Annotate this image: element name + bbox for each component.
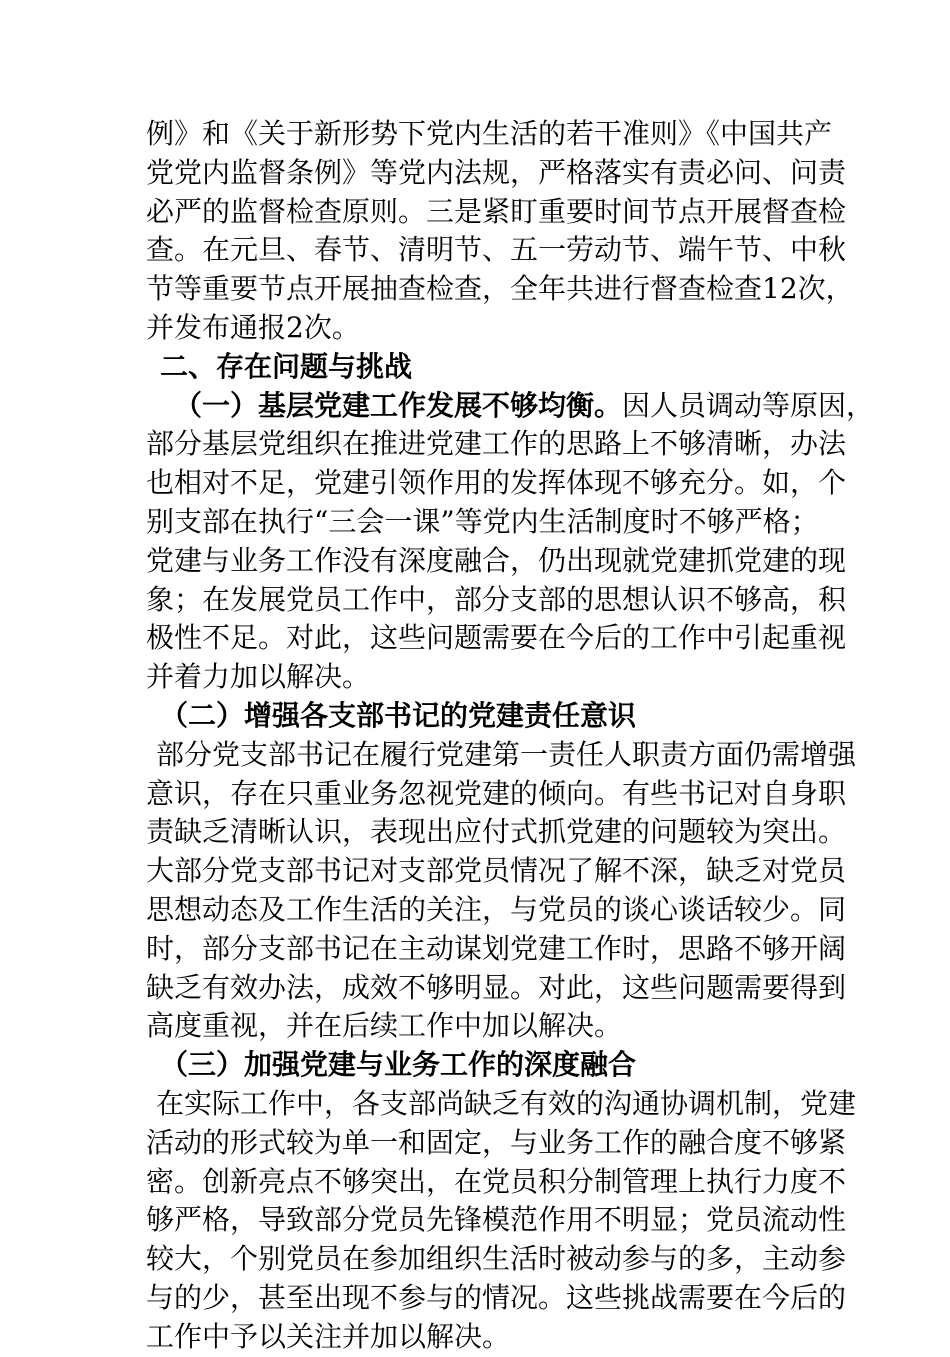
- body-line: 部分基层党组织在推进党建工作的思路上不够清晰，办法: [146, 427, 847, 461]
- issue-2-title: （二）增强各支部书记的党建责任意识: [160, 698, 637, 732]
- issue-2-paragraph: [146, 736, 857, 1046]
- body-line: 部分党支部书记在履行党建第一责任人职责方面仍需增强: [156, 737, 857, 771]
- body-line: 并着力加以解决。: [146, 660, 371, 694]
- body-line: 例》和《关于新形势下党内生活的若干准则》《中国共产: [146, 117, 833, 150]
- body-line: 查。在元旦、春节、清明节、五一劳动节、端午节、中秋: [146, 233, 847, 267]
- body-line: 别支部在执行“三会一课”等党内生活制度时不够严格；: [146, 504, 819, 538]
- body-line: 工作中予以关注并加以解决。: [146, 1319, 511, 1353]
- body-line: 思想动态及工作生活的关注，与党员的谈心谈话较少。同: [146, 892, 847, 926]
- body-line: 意识，存在只重业务忽视党建的倾向。有些书记对自身职: [146, 776, 847, 810]
- body-line: 大部分党支部书记对支部党员情况了解不深，缺乏对党员: [146, 854, 847, 888]
- body-line: 党党内监督条例》等党内法规，严格落实有责必问、问责: [146, 155, 847, 189]
- issue-3-title: （三）加强党建与业务工作的深度融合: [160, 1048, 637, 1082]
- issue-1-title: （一）基层党建工作发展不够均衡。: [174, 388, 623, 422]
- body-line: 较大，个别党员在参加组织生活时被动参与的多，主动参: [146, 1242, 847, 1276]
- body-line: 极性不足。对此，这些问题需要在今后的工作中引起重视: [146, 621, 847, 655]
- intro-paragraph: [146, 115, 854, 348]
- section-heading: 二、存在问题与挑战: [160, 349, 413, 383]
- body-line: 党建与业务工作没有深度融合，仍出现就党建抓党建的现: [146, 543, 847, 577]
- body-line: 与的少，甚至出现不参与的情况。这些挑战需要在今后的: [146, 1280, 847, 1314]
- body-line: 活动的形式较为单一和固定，与业务工作的融合度不够紧: [146, 1125, 847, 1159]
- body-line: 在实际工作中，各支部尚缺乏有效的沟通协调机制，党建: [156, 1086, 857, 1120]
- body-line: 密。创新亮点不够突出，在党员积分制管理上执行力度不: [146, 1164, 847, 1198]
- body-line: 也相对不足，党建引领作用的发挥体现不够充分。如，个: [146, 466, 847, 500]
- document-page: [146, 115, 875, 1357]
- body-line: 高度重视，并在后续工作中加以解决。: [146, 1009, 623, 1043]
- body-line: 时，部分支部书记在主动谋划党建工作时，思路不够开阔: [146, 931, 847, 965]
- issue-3-paragraph: [146, 1085, 857, 1357]
- body-line: 够严格，导致部分党员先锋模范作用不明显；党员流动性: [146, 1203, 847, 1237]
- body-line: 并发布通报2次。: [146, 310, 360, 344]
- body-line: 责缺乏清晰认识，表现出应付式抓党建的问题较为突出。: [146, 815, 847, 849]
- issue-1-first-line: [146, 387, 875, 426]
- issue-1-first-rest: 因人员调动等原因，: [622, 388, 875, 422]
- body-line: 象；在发展党员工作中，部分支部的思想认识不够高，积: [146, 582, 847, 616]
- body-line: 必严的监督检查原则。三是紧盯重要时间节点开展督查检: [146, 194, 847, 228]
- body-line: 节等重要节点开展抽查检查，全年共进行督查检查12次，: [146, 272, 854, 306]
- issue-1-paragraph: [146, 387, 875, 697]
- body-line: 缺乏有效办法，成效不够明显。对此，这些问题需要得到: [146, 970, 847, 1004]
